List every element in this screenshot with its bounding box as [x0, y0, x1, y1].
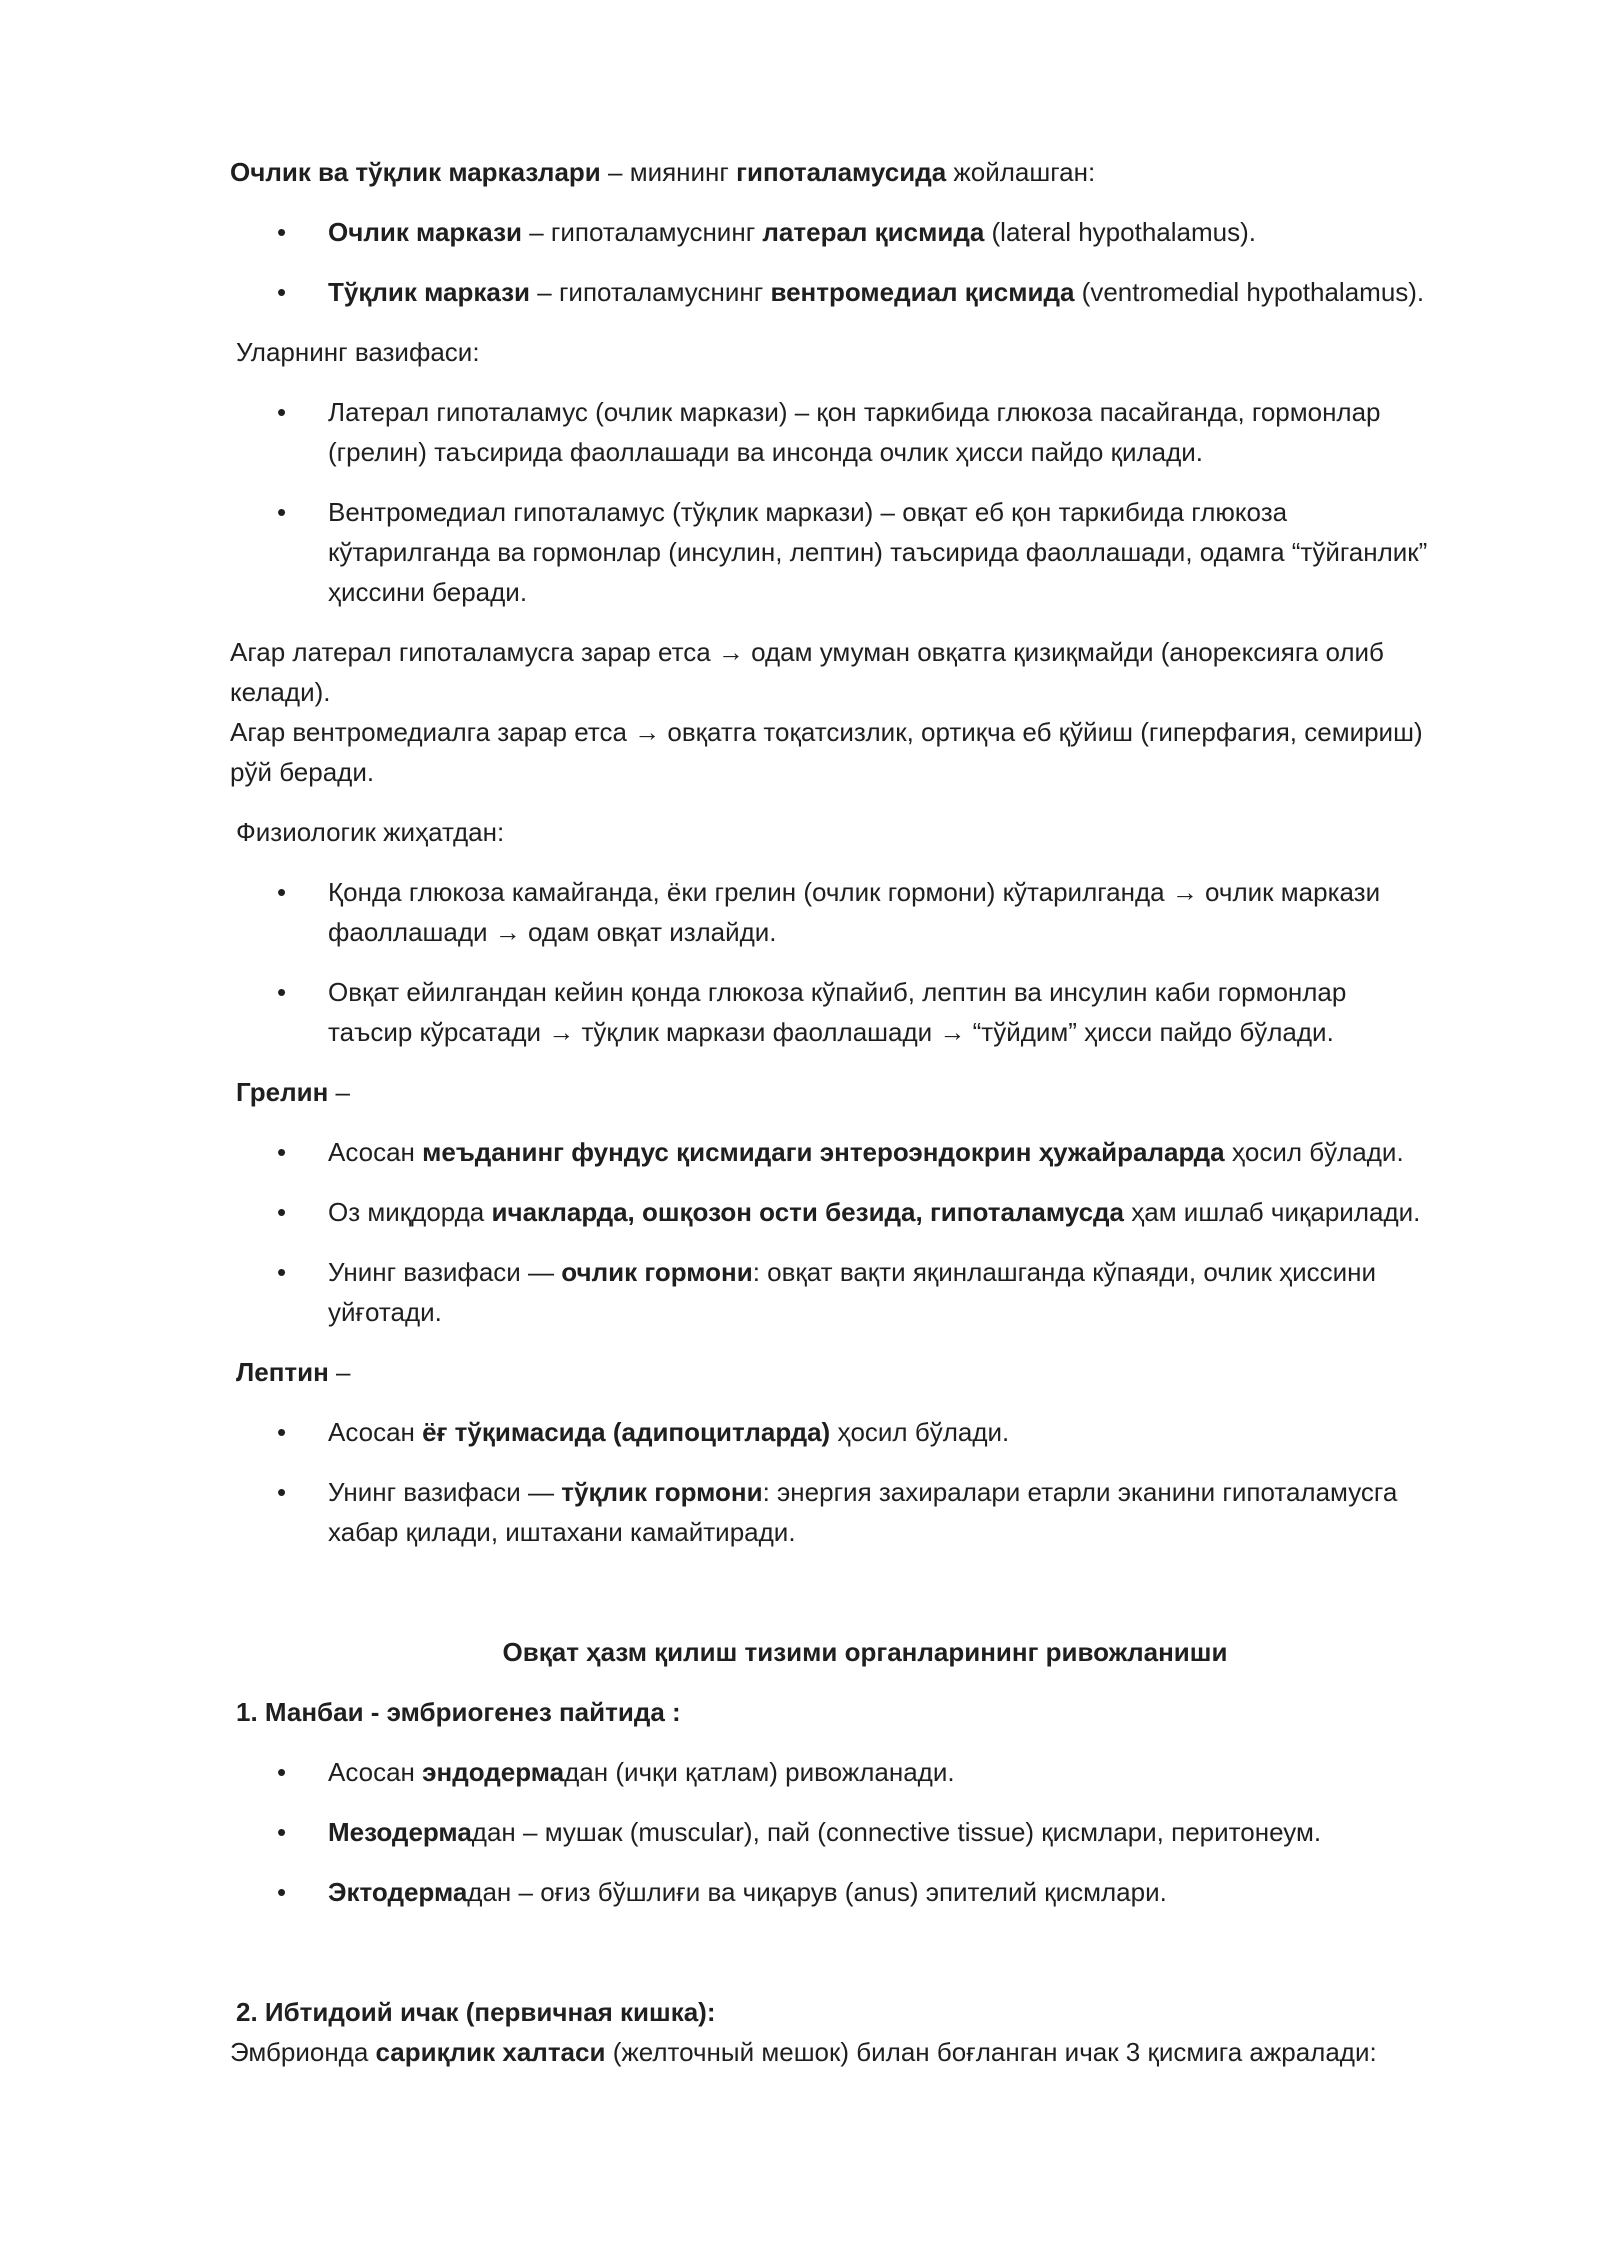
text-span: (желточный мешок) билан боғланган ичак 3 қисмига ажралади:	[605, 2037, 1377, 2067]
text-span: Унинг вазифаси —	[328, 1477, 562, 1507]
text-span: Асосан	[328, 1757, 423, 1787]
line: Қонда глюкоза камайганда, ёки грелин (очлик гормони) кўтарилганда → очлик маркази	[328, 877, 1381, 907]
text-span: Эмбрионда	[230, 2037, 376, 2067]
text-span: хабар қилади, иштахани камайтиради.	[328, 1517, 796, 1547]
line: Латерал гипоталамус (очлик маркази) – қон таркибида глюкоза пасайганда, гормонлар	[328, 397, 1381, 427]
subheading-primary-gut: 2. Ибтидоий ичак (первичная кишка):	[236, 1997, 716, 2027]
term: тўқлик гормони	[561, 1477, 763, 1507]
bullet-icon: •	[277, 497, 287, 527]
text-span: ҳосил бўлади.	[1224, 1137, 1404, 1167]
bullet-icon: •	[277, 217, 287, 247]
bullet-icon: •	[277, 977, 287, 1007]
text-span: ҳам ишлаб чиқарилади.	[1124, 1197, 1421, 1227]
term: Очлик маркази	[328, 217, 522, 247]
list-item-text	[328, 272, 1488, 312]
text-span: : овқат вақти яқинлашганда кўпаяди, очлик ҳиссини	[752, 1257, 1377, 1287]
list-item-text	[328, 1872, 1488, 1912]
text-span: Асосан	[328, 1417, 423, 1447]
term: меъданинг фундус қисмидаги энтероэндокрин ҳужайраларда	[422, 1137, 1225, 1167]
term-centers: Очлик ва тўқлик марказлари	[230, 157, 601, 187]
paragraph-damage	[230, 632, 1490, 792]
text-span: ҳосил бўлади.	[830, 1417, 1010, 1447]
term: Эктодерма	[328, 1877, 468, 1907]
list-item-text	[328, 1472, 1488, 1552]
text-span: – гипоталамуснинг	[521, 217, 763, 247]
term: сариқлик халтаси	[375, 2037, 606, 2067]
paragraph-physiology: Физиологик жиҳатдан:	[236, 817, 505, 847]
text-span: дан – мушак (muscular), пай (connective tissue) қисмлари, перитонеум.	[471, 1817, 1322, 1847]
term: Тўқлик маркази	[328, 277, 531, 307]
list-item-text	[328, 212, 1488, 252]
term: эндодерма	[422, 1757, 565, 1787]
list-item-text	[328, 492, 1488, 612]
text-span: Унинг вазифаси —	[328, 1257, 562, 1287]
list-item-text	[328, 972, 1488, 1052]
line: фаоллашади → одам овқат излайди.	[328, 917, 777, 947]
line: келади).	[230, 677, 331, 707]
bullet-icon: •	[277, 1877, 287, 1907]
text-span: дан – оғиз бўшлиғи ва чиқарув (anus) эпителий қисмлари.	[467, 1877, 1167, 1907]
bullet-icon: •	[277, 1417, 287, 1447]
term: ичакларда, ошқозон ости безида, гипоталамусда	[491, 1197, 1125, 1227]
list-item-text	[328, 1192, 1488, 1232]
bullet-icon: •	[277, 277, 287, 307]
line: Агар вентромедиалга зарар етса → овқатга тоқатсизлик, ортиқча еб қўйиш (гиперфагия, семириш)	[230, 717, 1423, 747]
text-span: Оз миқдорда	[328, 1197, 492, 1227]
list-item-text	[328, 1252, 1488, 1332]
text-span: Асосан	[328, 1137, 423, 1167]
text-span: : энергия захиралари етарли эканини гипоталамусга	[762, 1477, 1398, 1507]
text-span: –	[328, 1357, 351, 1387]
bullet-icon: •	[277, 1477, 287, 1507]
bullet-icon: •	[277, 877, 287, 907]
term: очлик гормони	[561, 1257, 753, 1287]
paragraph-centers	[230, 152, 1490, 192]
line: кўтарилганда ва гормонлар (инсулин, лептин) таъсирида фаоллашади, одамга “тўйганлик”	[328, 537, 1428, 567]
subheading-source: 1. Манбаи - эмбриогенез пайтида :	[236, 1697, 681, 1727]
text-span: уйғотади.	[328, 1297, 442, 1327]
bullet-icon: •	[277, 397, 287, 427]
text-span: дан (ичқи қатлам) ривожланади.	[564, 1757, 955, 1787]
line: ҳиссини беради.	[328, 577, 528, 607]
list-item-text	[328, 1132, 1488, 1172]
list-item-text	[328, 872, 1488, 952]
term: латерал қисмида	[762, 217, 985, 247]
line: Агар латерал гипоталамусга зарар етса → одам умуман овқатга қизиқмайди (анорексияга олиб	[230, 637, 1384, 667]
line: таъсир кўрсатади → тўқлик маркази фаоллашади → “тўйдим” ҳисси пайдо бўлади.	[328, 1017, 1334, 1047]
term: ёғ тўқимасида (адипоцитларда)	[422, 1417, 831, 1447]
list-item-text	[328, 392, 1488, 472]
paragraph-leptin	[236, 1352, 1496, 1392]
paragraph-embryo	[230, 2032, 1490, 2072]
text-span: жойлашган:	[946, 157, 1096, 187]
list-item-text	[328, 1412, 1488, 1452]
bullet-icon: •	[277, 1137, 287, 1167]
paragraph-functions: Уларнинг вазифаси:	[236, 337, 480, 367]
bullet-icon: •	[277, 1257, 287, 1287]
text-span: (lateral hypothalamus).	[984, 217, 1256, 247]
line: Овқат ейилгандан кейин қонда глюкоза кўпайиб, лептин ва инсулин каби гормонлар	[328, 977, 1347, 1007]
bullet-icon: •	[277, 1817, 287, 1847]
term-hypothalamus: гипоталамусида	[736, 157, 947, 187]
term: Мезодерма	[328, 1817, 472, 1847]
list-item-text	[328, 1752, 1488, 1792]
text-span: (ventromedial hypothalamus).	[1074, 277, 1425, 307]
bullet-icon: •	[277, 1197, 287, 1227]
text-span: – миянинг	[600, 157, 737, 187]
line: Вентромедиал гипоталамус (тўқлик маркази) – овқат еб қон таркибида глюкоза	[328, 497, 1288, 527]
section-heading: Овқат ҳазм қилиш тизими органларининг ривожланиши	[502, 1637, 1228, 1667]
term-ghrelin: Грелин	[236, 1077, 329, 1107]
line: рўй беради.	[230, 757, 375, 787]
line: (грелин) таъсирида фаоллашади ва инсонда очлик ҳисси пайдо қилади.	[328, 437, 1204, 467]
list-item-text	[328, 1812, 1488, 1852]
text-span: –	[328, 1077, 350, 1107]
bullet-icon: •	[277, 1757, 287, 1787]
term: вентромедиал қисмида	[770, 277, 1075, 307]
paragraph-ghrelin	[236, 1072, 1496, 1112]
text-span: – гипоталамуснинг	[530, 277, 771, 307]
term-leptin: Лептин	[236, 1357, 329, 1387]
